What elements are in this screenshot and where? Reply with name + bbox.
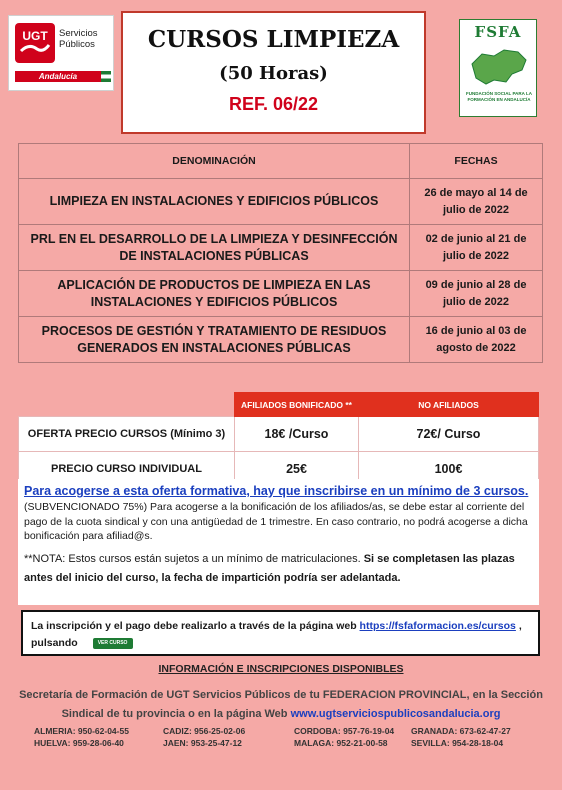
fsfa-caption: FUNDACIÓN SOCIAL PARA LA FORMACIÓN EN ANDALUCÍA (466, 91, 532, 102)
footer-title: INFORMACIÓN E INSCRIPCIONES DISPONIBLES (158, 663, 404, 675)
phone-jaen: JAEN: 953-25-47-12 (163, 738, 242, 748)
phone-cordoba: CORDOBA: 957-76-19-04 (294, 726, 395, 736)
andalucia-map-icon (468, 44, 530, 88)
ugt-handshake-icon (15, 23, 55, 63)
column-header-name: DENOMINACIÓN (19, 144, 410, 179)
title-box (121, 11, 426, 134)
course-name: PROCESOS DE GESTIÓN Y TRATAMIENTO DE RESIDUOS GENERADOS EN INSTALACIONES PÚBLICAS (19, 317, 410, 363)
course-name: APLICACIÓN DE PRODUCTOS DE LIMPIEZA EN LAS INSTALACIONES Y EDIFICIOS PÚBLICOS (19, 271, 410, 317)
course-dates: 09 de junio al 28 de julio de 2022 (410, 271, 543, 317)
phone-sevilla: SEVILLA: 954-28-18-04 (411, 738, 504, 748)
course-name: PRL EN EL DESARROLLO DE LA LIMPIEZA Y DESINFECCIÓN DE INSTALACIONES PÚBLICAS (19, 225, 410, 271)
note-bold: Si se completasen las plazas antes del inicio del curso, la fecha de impartición podría ser adelantada. (24, 552, 515, 584)
prices-header-row (19, 393, 539, 417)
course-dates: 26 de mayo al 14 de julio de 2022 (410, 179, 543, 225)
column-header-non-affiliated: NO AFILIADOS (359, 393, 539, 417)
conditions-box (18, 479, 539, 605)
price-label: OFERTA PRECIO CURSOS (Mínimo 3) (19, 417, 235, 452)
page-title: CURSOS LIMPIEZA (147, 26, 400, 53)
footer-text (10, 686, 552, 724)
ugt-badge-text: UGT (22, 29, 48, 43)
column-header-dates: FECHAS (410, 144, 543, 179)
phone-almeria: ALMERIA: 950-62-04-55 (34, 726, 129, 736)
price-affiliated: 25€ (235, 452, 359, 487)
note-text (24, 550, 533, 588)
ugt-badge (15, 23, 55, 63)
course-hours: (50 Horas) (219, 63, 328, 84)
website-link[interactable]: www.ugtserviciospublicosandalucia.org (290, 708, 501, 720)
ugt-line2: Públicos (59, 39, 95, 50)
price-affiliated: 18€ /Curso (235, 417, 359, 452)
column-header-affiliated: AFILIADOS BONIFICADO ** (235, 393, 359, 417)
footer-description: Secretaría de Formación de UGT Servicios Públicos de tu FEDERACION PROVINCIAL, en la Sección Sindical de tu provincia o en la página Web (19, 689, 543, 720)
ugt-service-name (59, 28, 98, 50)
enrollment-text: La inscripción y el pago debe realizarlo a través de la página web (31, 620, 360, 632)
price-non-affiliated: 72€/ Curso (359, 417, 539, 452)
ugt-region: Andalucía (15, 71, 101, 82)
phone-malaga: MALAGA: 952-21-00-58 (294, 738, 388, 748)
table-row (19, 317, 543, 363)
phone-cadiz: CADIZ: 956-25-02-06 (163, 726, 246, 736)
ugt-logo (8, 15, 114, 91)
course-name: LIMPIEZA EN INSTALACIONES Y EDIFICIOS PÚBLICOS (19, 179, 410, 225)
ver-curso-button[interactable]: VER CURSO (93, 638, 133, 649)
course-dates: 16 de junio al 03 de agosto de 2022 (410, 317, 543, 363)
table-row (19, 179, 543, 225)
ugt-line1: Servicios (59, 28, 98, 39)
course-reference: REF. 06/22 (228, 94, 319, 114)
enrollment-box (21, 610, 540, 656)
prices-table (18, 392, 539, 487)
table-row (19, 271, 543, 317)
enrollment-after-link: , (515, 620, 522, 632)
enrollment-pulsando: pulsando (31, 637, 78, 649)
subsidy-text: (SUBVENCIONADO 75%) Para acogerse a la bonificación de los afiliados/as, se debe estar al corriente del pago de la cuota sindical y con una antigüedad de 1 trimestre. En caso contrario, no podrá acogerse a dicha bonificación para afiliad@s. (24, 501, 528, 542)
andalucia-flag-icon (101, 71, 111, 82)
fsfa-logo (459, 19, 537, 117)
table-row (19, 417, 539, 452)
conditions-headline: Para acogerse a esta oferta formativa, hay que inscribirse en un mínimo de 3 cursos. (24, 484, 529, 498)
course-dates: 02 de junio al 21 de julio de 2022 (410, 225, 543, 271)
table-row (19, 225, 543, 271)
phone-huelva: HUELVA: 959-28-06-40 (34, 738, 124, 748)
phone-granada: GRANADA: 673-62-47-27 (411, 726, 511, 736)
fsfa-name: FSFA (474, 23, 522, 41)
price-non-affiliated: 100€ (359, 452, 539, 487)
note-plain: **NOTA: Estos cursos están sujetos a un mínimo de matriculaciones. (24, 552, 364, 565)
courses-header-row (19, 144, 543, 179)
courses-table (18, 143, 543, 363)
price-label: PRECIO CURSO INDIVIDUAL (19, 452, 235, 487)
enrollment-link[interactable]: https://fsfaformacion.es/cursos (359, 620, 516, 632)
